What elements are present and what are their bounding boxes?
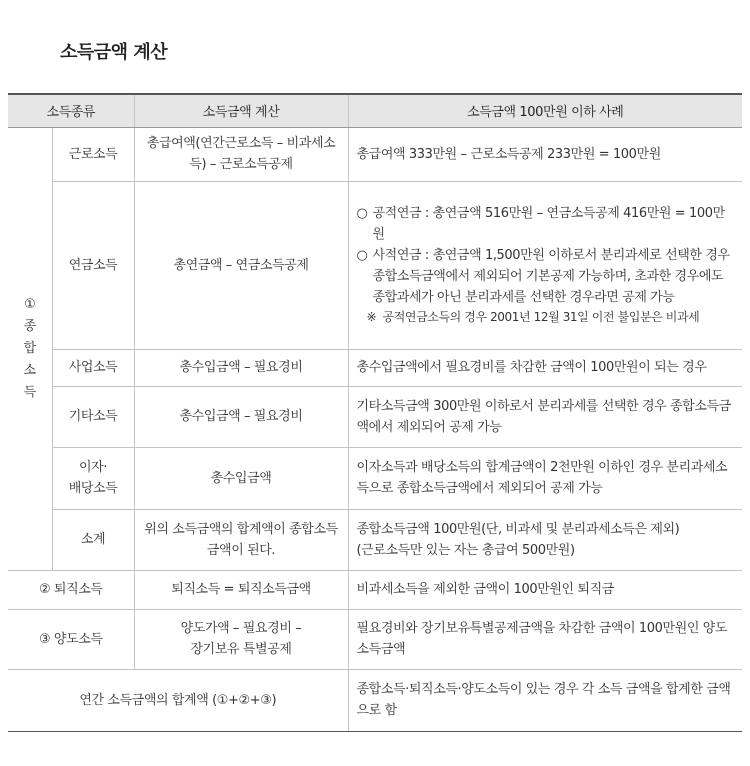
income-type-line: 이자· [78,460,108,475]
income-calc-line: 장기보유 특별공제 [190,642,292,657]
example-cell: 이자소득과 배당소득의 합계금액이 2천만원 이하인 경우 분리과세소득으로 종합소득금액에서 제외되어 공제 가능 [348,447,742,509]
income-type-cell [52,447,134,509]
income-calc-cell: 총수입금액 – 필요경비 [134,349,348,386]
footnote [357,308,735,327]
page-title: 소득금액 계산 [60,42,168,63]
group-label-char: 득 [23,384,36,400]
example-cell [348,181,742,349]
income-type-cell: 기타소득 [52,386,134,447]
table-row [8,669,742,731]
table-row [8,349,742,386]
income-calc-cell [134,609,348,669]
footnote-text: 공적연금소득의 경우 2001년 12월 31일 이전 불입분은 비과세 [382,310,700,324]
table-row [8,609,742,669]
table-row [8,181,742,349]
income-type-cell: 연금소득 [52,181,134,349]
list-item [357,245,735,308]
table-row [8,570,742,609]
example-cell: 기타소득금액 300만원 이하로서 분리과세를 선택한 경우 종합소득금액에서 제외되어 공제 가능 [348,386,742,447]
example-cell: 비과세소득을 제외한 금액이 100만원인 퇴직금 [348,570,742,609]
table-row [8,386,742,447]
group-label-char: 합 [23,340,36,356]
example-cell: 총수입금액에서 필요경비를 차감한 금액이 100만원이 되는 경우 [348,349,742,386]
group-label-char: 종 [23,318,36,334]
income-type-cell: 근로소득 [52,127,134,181]
table-header-row [8,94,742,127]
income-type-cell: ③ 양도소득 [8,609,134,669]
table-row [8,447,742,509]
income-calc-cell: 총급여액(연간근로소득 – 비과세소득) – 근로소득공제 [134,127,348,181]
example-cell: 총급여액 333만원 – 근로소득공제 233만원 = 100만원 [348,127,742,181]
income-calc-table [8,93,742,732]
group-label-char: 소 [23,362,36,378]
circle-bullet: ○ [356,248,368,263]
total-label-cell: 연간 소득금액의 합계액 (①+②+③) [8,669,348,731]
income-type-line: 배당소득 [68,481,118,496]
income-calc-cell: 퇴직소득 = 퇴직소득금액 [134,570,348,609]
example-cell: 종합소득·퇴직소득·양도소득이 있는 경우 각 소득 금액을 합계한 금액으로 함 [348,669,742,731]
header-income-calc: 소득금액 계산 [134,94,348,127]
income-type-cell: ② 퇴직소득 [8,570,134,609]
example-line: (근로소득만 있는 자는 총급여 500만원) [356,542,575,558]
header-income-type: 소득종류 [8,94,134,127]
group-label-comprehensive [8,127,52,570]
list-item-text: 사적연금 : 총연금액 1,500만원 이하로서 분리과세로 선택한 경우 종합소득금액에서 제외되어 기본공제 가능하며, 초과한 경우에도 종합과세가 아닌 분리과세를 선택한 경우라면 공제 가능 [372,248,730,305]
example-line: 종합소득금액 100만원(단, 비과세 및 분리과세소득은 제외) [356,521,680,537]
list-item [357,203,735,245]
example-cell [348,509,742,570]
income-calc-cell: 총연금액 – 연금소득공제 [134,181,348,349]
income-type-cell: 사업소득 [52,349,134,386]
note-mark: ※ [366,310,377,324]
table-row [8,127,742,181]
income-calc-cell: 총수입금액 [134,447,348,509]
table-row [8,509,742,570]
income-calc-line: 양도가액 – 필요경비 – [180,621,302,636]
group-label-char: ① [24,296,36,312]
income-type-cell: 소계 [52,509,134,570]
list-item-text: 공적연금 : 총연금액 516만원 – 연금소득공제 416만원 = 100만원 [372,206,725,242]
example-cell: 필요경비와 장기보유특별공제금액을 차감한 금액이 100만원인 양도소득금액 [348,609,742,669]
income-calc-cell: 위의 소득금액의 합계액이 종합소득금액이 된다. [134,509,348,570]
header-example: 소득금액 100만원 이하 사례 [348,94,742,127]
income-calc-cell: 총수입금액 – 필요경비 [134,386,348,447]
circle-bullet: ○ [356,206,368,221]
